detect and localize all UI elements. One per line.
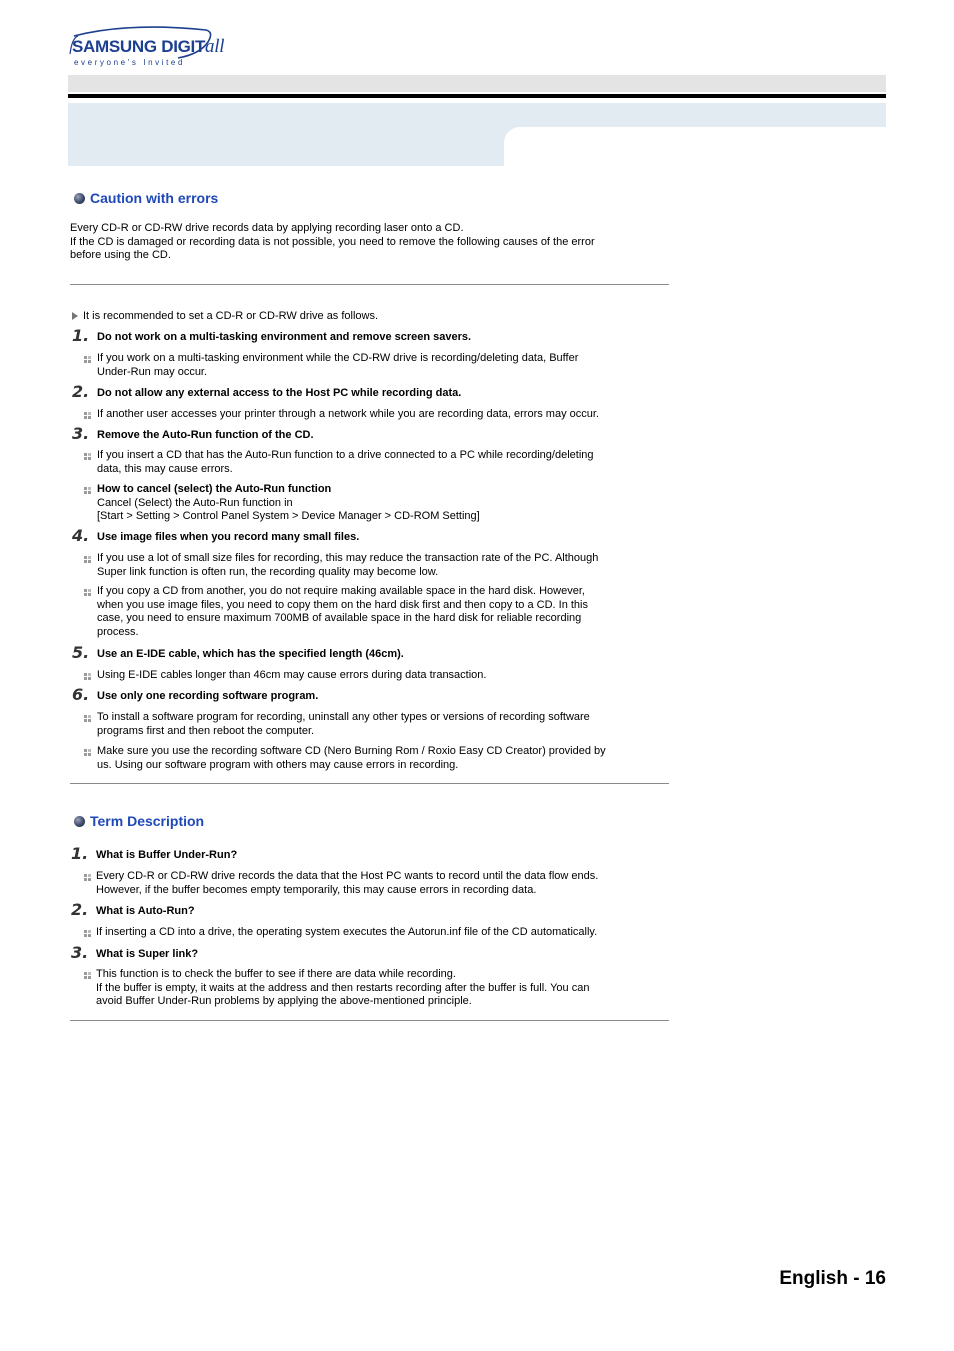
divider	[70, 284, 669, 285]
square-bullet-icon	[84, 874, 91, 881]
header-corner-cutout	[504, 127, 536, 159]
description-line: How to cancel (select) the Auto-Run function	[97, 483, 332, 495]
description-line: Cancel (Select) the Auto-Run function in	[97, 496, 293, 509]
step-description	[97, 669, 667, 683]
step-number: 4.	[72, 526, 90, 545]
square-bullet-icon	[84, 972, 91, 979]
description-line: Using E-IDE cables longer than 46cm may cause errors during data transaction.	[97, 669, 487, 681]
square-bullet-icon	[84, 556, 91, 563]
page-number: English - 16	[779, 1268, 886, 1289]
step-title: What is Auto-Run?	[96, 905, 195, 917]
step-description	[97, 352, 667, 379]
step-description	[97, 552, 667, 579]
divider	[70, 1020, 669, 1021]
square-bullet-icon	[84, 412, 91, 419]
header-black-rule	[68, 94, 886, 98]
square-bullet-icon	[84, 715, 91, 722]
description-line: when you use image files, you need to copy them on the hard disk first and then copy to a CD. In this	[97, 598, 588, 611]
step-description	[97, 483, 667, 524]
description-line: If the buffer is empty, it waits at the address and then restarts recording after the buffer is full. You can	[96, 981, 590, 994]
description-line: Make sure you use the recording software CD (Nero Burning Rom / Roxio Easy CD Creator) provided by	[97, 745, 606, 757]
description-line: If you work on a multi-tasking environment while the CD-RW drive is recording/deleting data, Buffer	[97, 352, 579, 364]
step-number: 2.	[72, 382, 90, 401]
step-number: 2.	[71, 900, 89, 919]
step-number: 3.	[72, 424, 90, 443]
intro-line: before using the CD.	[70, 249, 171, 261]
step-description	[97, 745, 667, 772]
step-description	[96, 968, 666, 1009]
step-description	[97, 449, 667, 476]
header-blue-panel	[68, 103, 504, 166]
step-number: 6.	[72, 685, 90, 704]
triangle-arrow-icon	[72, 312, 78, 320]
step-title: What is Super link?	[96, 948, 199, 960]
description-line: Super link function is often run, the recording quality may become low.	[97, 565, 439, 578]
square-bullet-icon	[84, 749, 91, 756]
step-number: 1.	[71, 844, 89, 863]
ball-bullet-icon	[74, 193, 85, 204]
description-line: If you copy a CD from another, you do not require making available space in the hard disk. However,	[97, 585, 585, 597]
square-bullet-icon	[84, 673, 91, 680]
description-line: To install a software program for recording, uninstall any other types or versions of recording software	[97, 711, 590, 723]
intro-line: If the CD is damaged or recording data is not possible, you need to remove the following causes of the error	[70, 235, 595, 248]
step-title: Do not allow any external access to the Host PC while recording data.	[97, 387, 462, 399]
ball-bullet-icon	[74, 816, 85, 827]
description-line: If another user accesses your printer through a network while you are recording data, errors may occur.	[97, 408, 599, 420]
step-number: 3.	[71, 943, 89, 962]
step-description	[96, 926, 666, 940]
description-line: However, if the buffer becomes empty temporarily, this may cause errors in recording data.	[96, 883, 537, 896]
description-line: If inserting a CD into a drive, the operating system executes the Autorun.inf file of the CD automatically.	[96, 926, 598, 938]
step-description	[97, 711, 667, 738]
caution-lead: It is recommended to set a CD-R or CD-RW drive as follows.	[72, 310, 378, 322]
step-description	[97, 408, 667, 422]
step-title: Remove the Auto-Run function of the CD.	[97, 429, 314, 441]
description-line: programs first and then reboot the computer.	[97, 724, 315, 737]
step-number: 1.	[72, 326, 90, 345]
description-line: If you insert a CD that has the Auto-Run function to a drive connected to a PC while recording/deleting	[97, 449, 594, 461]
square-bullet-icon	[84, 930, 91, 937]
square-bullet-icon	[84, 356, 91, 363]
header-blue-tab	[504, 103, 886, 127]
samsung-logo	[68, 24, 225, 70]
divider	[70, 783, 669, 784]
description-line: avoid Buffer Under-Run problems by applying the above-mentioned principle.	[96, 995, 472, 1008]
logo-tagline: everyone's Invited	[74, 58, 186, 67]
intro-line: Every CD-R or CD-RW drive records data by applying recording laser onto a CD.	[70, 222, 464, 234]
step-title: Use an E-IDE cable, which has the specified length (46cm).	[97, 648, 404, 660]
description-line: case, you need to ensure maximum 700MB of available space in the hard disk for reliable recording	[97, 612, 582, 625]
description-line: [Start > Setting > Control Panel System > Device Manager > CD-ROM Setting]	[97, 510, 480, 523]
step-description	[96, 870, 666, 897]
description-line: process.	[97, 626, 139, 639]
step-title: Use only one recording software program.	[97, 690, 319, 702]
square-bullet-icon	[84, 453, 91, 460]
step-description	[97, 585, 667, 640]
section-title-terms: Term Description	[74, 813, 204, 829]
square-bullet-icon	[84, 589, 91, 596]
step-title: Use image files when you record many small files.	[97, 531, 360, 543]
section-title-caution: Caution with errors	[74, 190, 218, 206]
square-bullet-icon	[84, 487, 91, 494]
caution-intro	[70, 222, 670, 263]
logo-wordmark: SAMSUNG DIGITall	[72, 36, 225, 57]
description-line: This function is to check the buffer to see if there are data while recording.	[96, 968, 456, 980]
header-grey-bar	[68, 75, 886, 92]
step-title: Do not work on a multi-tasking environment and remove screen savers.	[97, 331, 472, 343]
step-number: 5.	[72, 643, 90, 662]
description-line: If you use a lot of small size files for recording, this may reduce the transaction rate of the PC. Although	[97, 552, 599, 564]
description-line: Under-Run may occur.	[97, 365, 208, 378]
description-line: data, this may cause errors.	[97, 462, 233, 475]
step-title: What is Buffer Under-Run?	[96, 849, 238, 861]
description-line: us. Using our software program with others may cause errors in recording.	[97, 758, 459, 771]
description-line: Every CD-R or CD-RW drive records the data that the Host PC wants to record until the data flow ends.	[96, 870, 599, 882]
